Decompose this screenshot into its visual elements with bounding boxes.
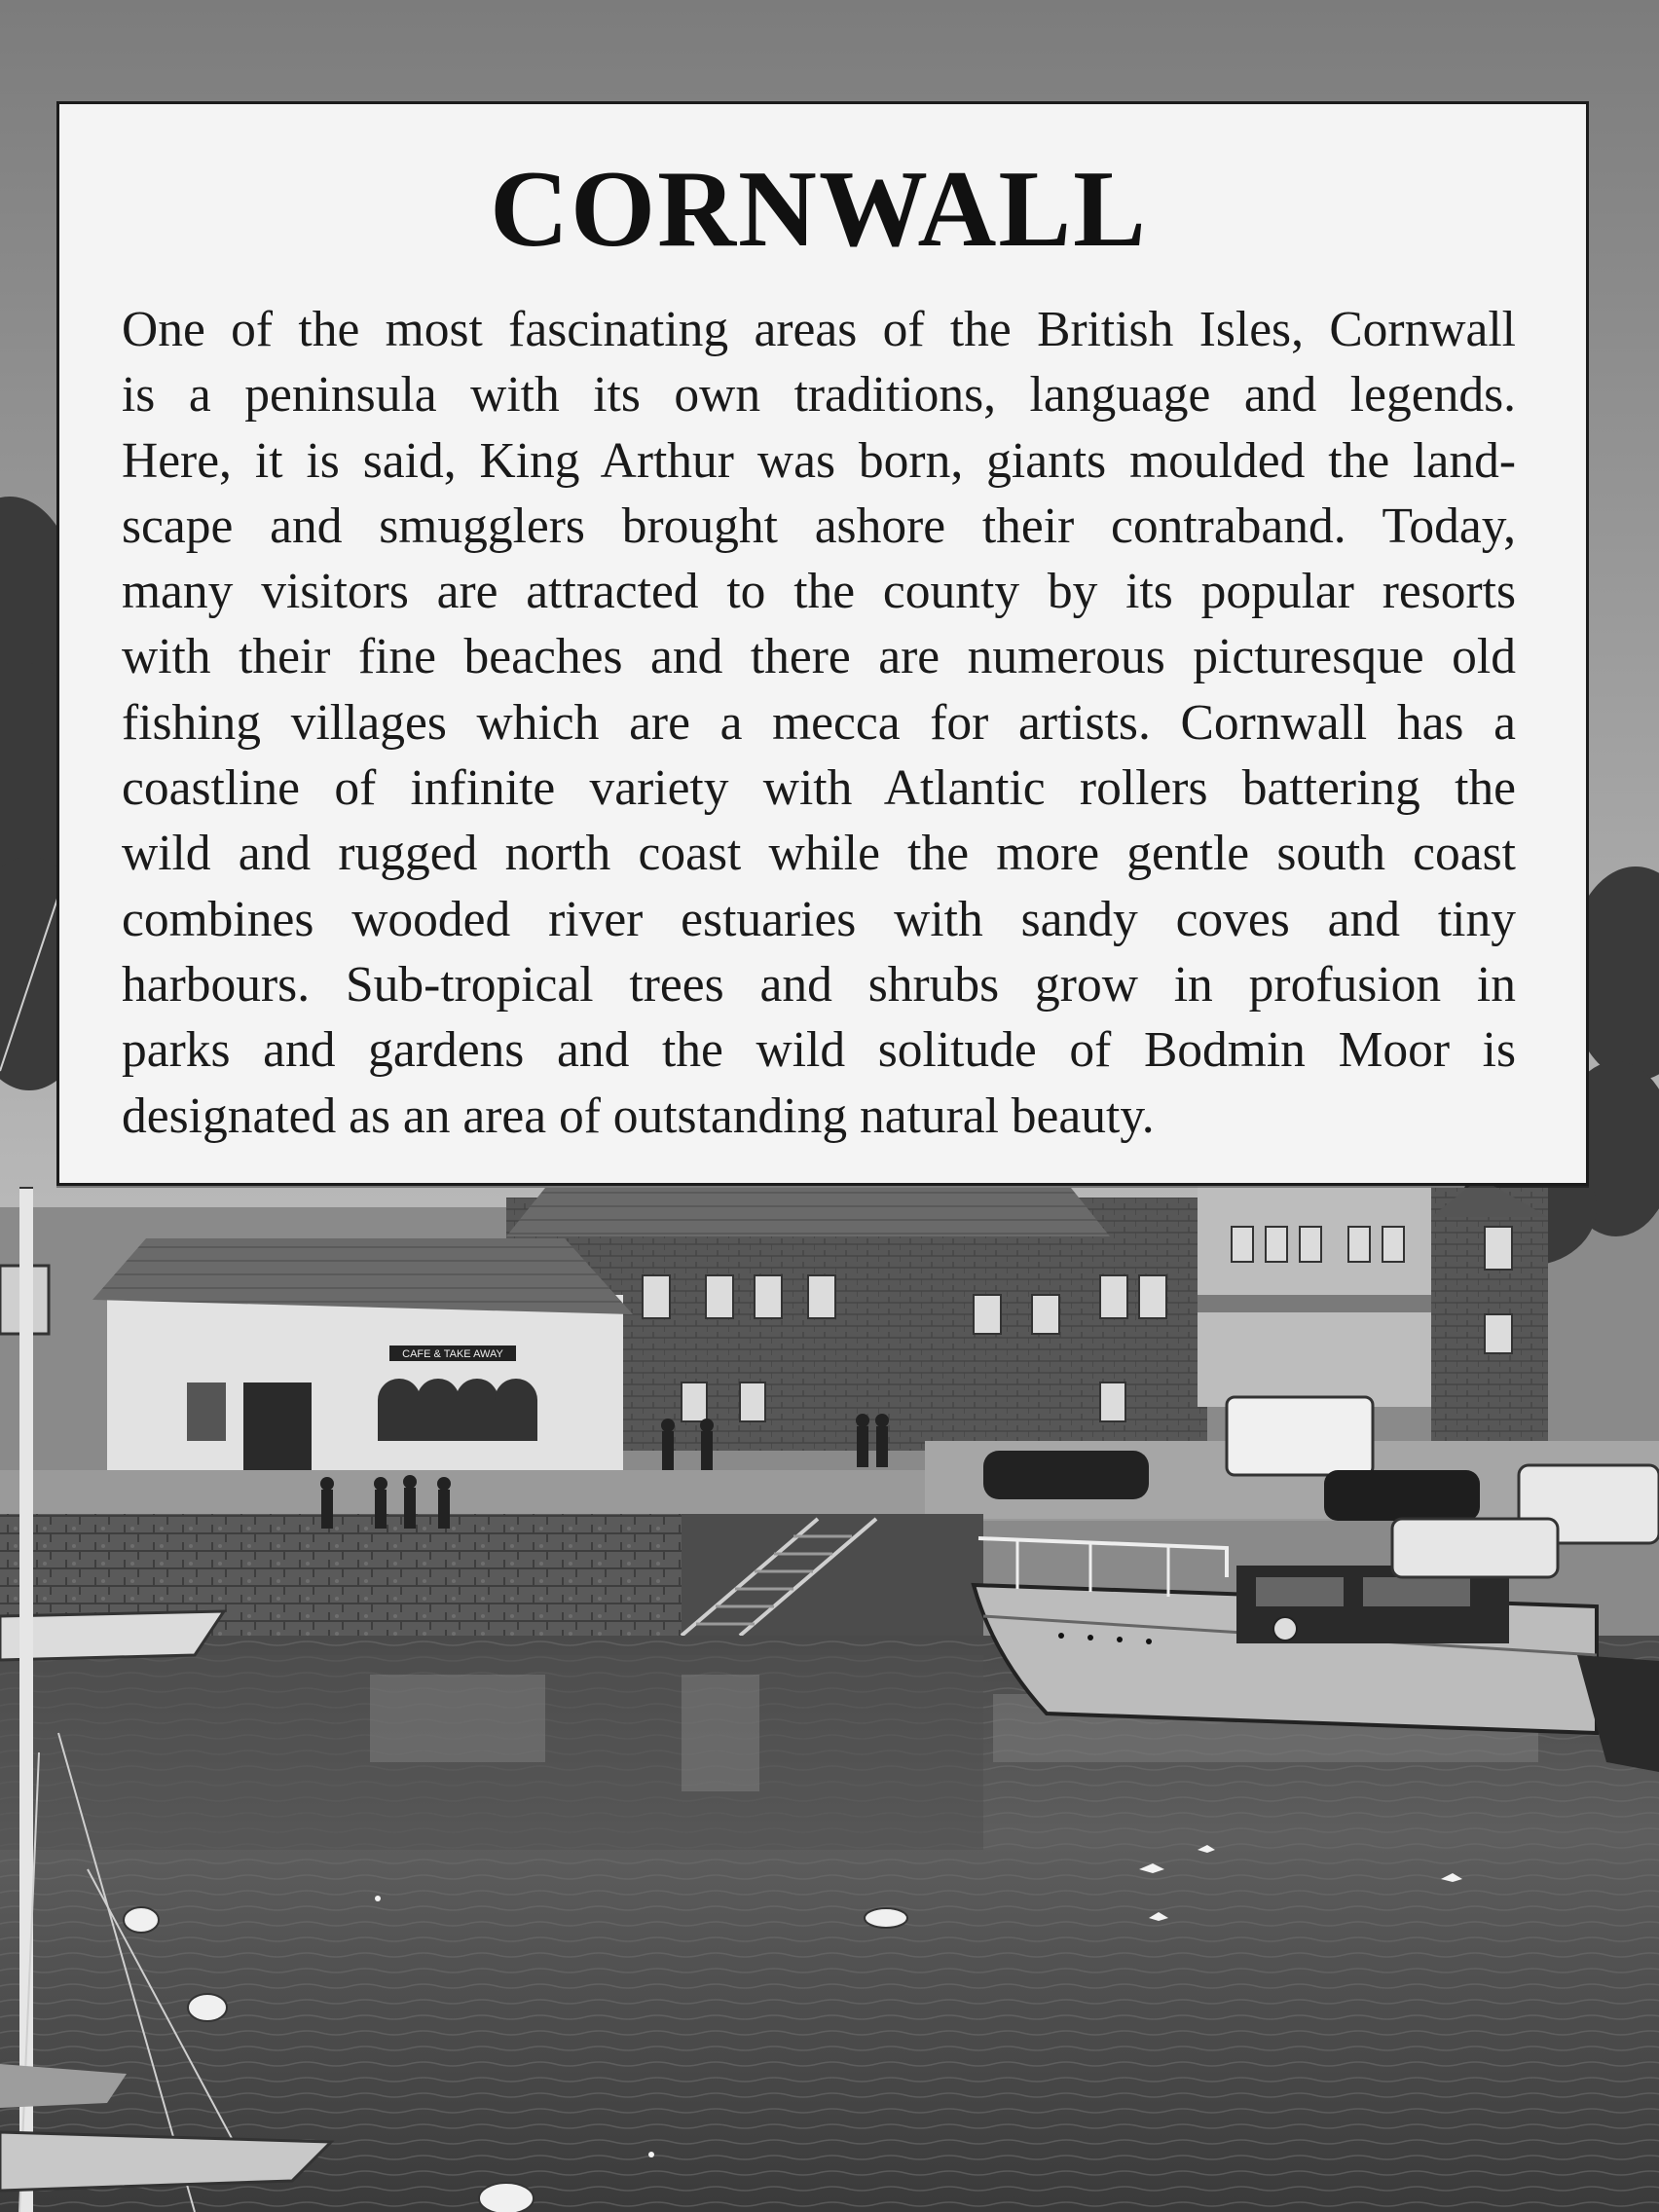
body-line: harbours. Sub-tropical trees and shrubs grow in profusion in: [122, 956, 1516, 1013]
body-line: fishing villages which are a mecca for artists. Cornwall has a: [122, 694, 1516, 751]
body-line: scape and smugglers brought ashore their contraband. Today,: [122, 498, 1516, 554]
body-line: One of the most fascinating areas of the British Isles, Cornwall: [122, 302, 1516, 357]
body-text: [122, 297, 1516, 1149]
body-line: wild and rugged north coast while the more gentle south coast: [122, 826, 1516, 882]
body-line: coastline of infinite variety with Atlantic rollers battering the: [122, 760, 1516, 817]
body-line: is a peninsula with its own traditions, language and legends.: [122, 367, 1516, 424]
body-line: with their fine beaches and there are numerous picturesque old: [122, 629, 1516, 685]
body-line: Here, it is said, King Arthur was born, giants moulded the land-: [122, 432, 1516, 489]
body-line: designated as an area of outstanding natural beauty.: [122, 1088, 1155, 1144]
body-line: parks and gardens and the wild solitude of Bodmin Moor is: [122, 1022, 1516, 1079]
body-line: combines wooded river estuaries with sandy coves and tiny: [122, 891, 1516, 947]
body-line: many visitors are attracted to the county by its popular resorts: [122, 564, 1516, 620]
info-panel: [56, 101, 1589, 1186]
cafe-sign: CAFE & TAKE AWAY: [402, 1348, 503, 1360]
page-title: CORNWALL: [490, 149, 1148, 270]
